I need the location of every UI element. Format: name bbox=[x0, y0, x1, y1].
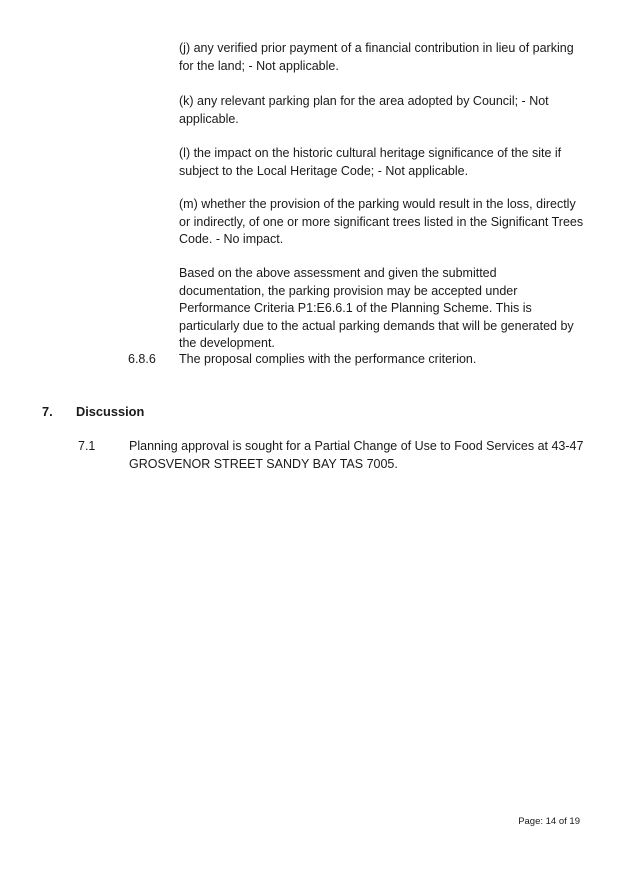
section-7-title: Discussion bbox=[76, 404, 145, 419]
clause-6-8-6-text: The proposal complies with the performance criterion. bbox=[179, 352, 477, 366]
clause-6-8-6-number: 6.8.6 bbox=[128, 352, 156, 366]
paragraph-l: (l) the impact on the historic cultural heritage significance of the site if subject to the Local Heritage Code; - Not applicable. bbox=[179, 146, 562, 178]
section-7-number: 7. bbox=[42, 404, 53, 419]
paragraph-k: (k) any relevant parking plan for the area adopted by Council; - Not applicable. bbox=[179, 94, 549, 126]
paragraph-j: (j) any verified prior payment of a financial contribution in lieu of parking for the land; - Not applicable. bbox=[179, 41, 574, 73]
assessment-paragraph: Based on the above assessment and given the submitted documentation, the parking provision may be accepted under Performance Criteria P1:E6.6.1 of the Planning Scheme. This is particularly due to the actual parking demands that will be generated by the development. bbox=[179, 266, 574, 350]
paragraph-m: (m) whether the provision of the parking would result in the loss, directly or indirectly, of one or more significant trees listed in the Significant Trees Code. - No impact. bbox=[179, 197, 584, 246]
clause-7-1-number: 7.1 bbox=[78, 439, 96, 453]
clause-7-1-text: Planning approval is sought for a Partial Change of Use to Food Services at 43-47 GROSVENOR STREET SANDY BAY TAS 7005. bbox=[129, 439, 584, 471]
page-number-footer: Page: 14 of 19 bbox=[518, 816, 580, 827]
